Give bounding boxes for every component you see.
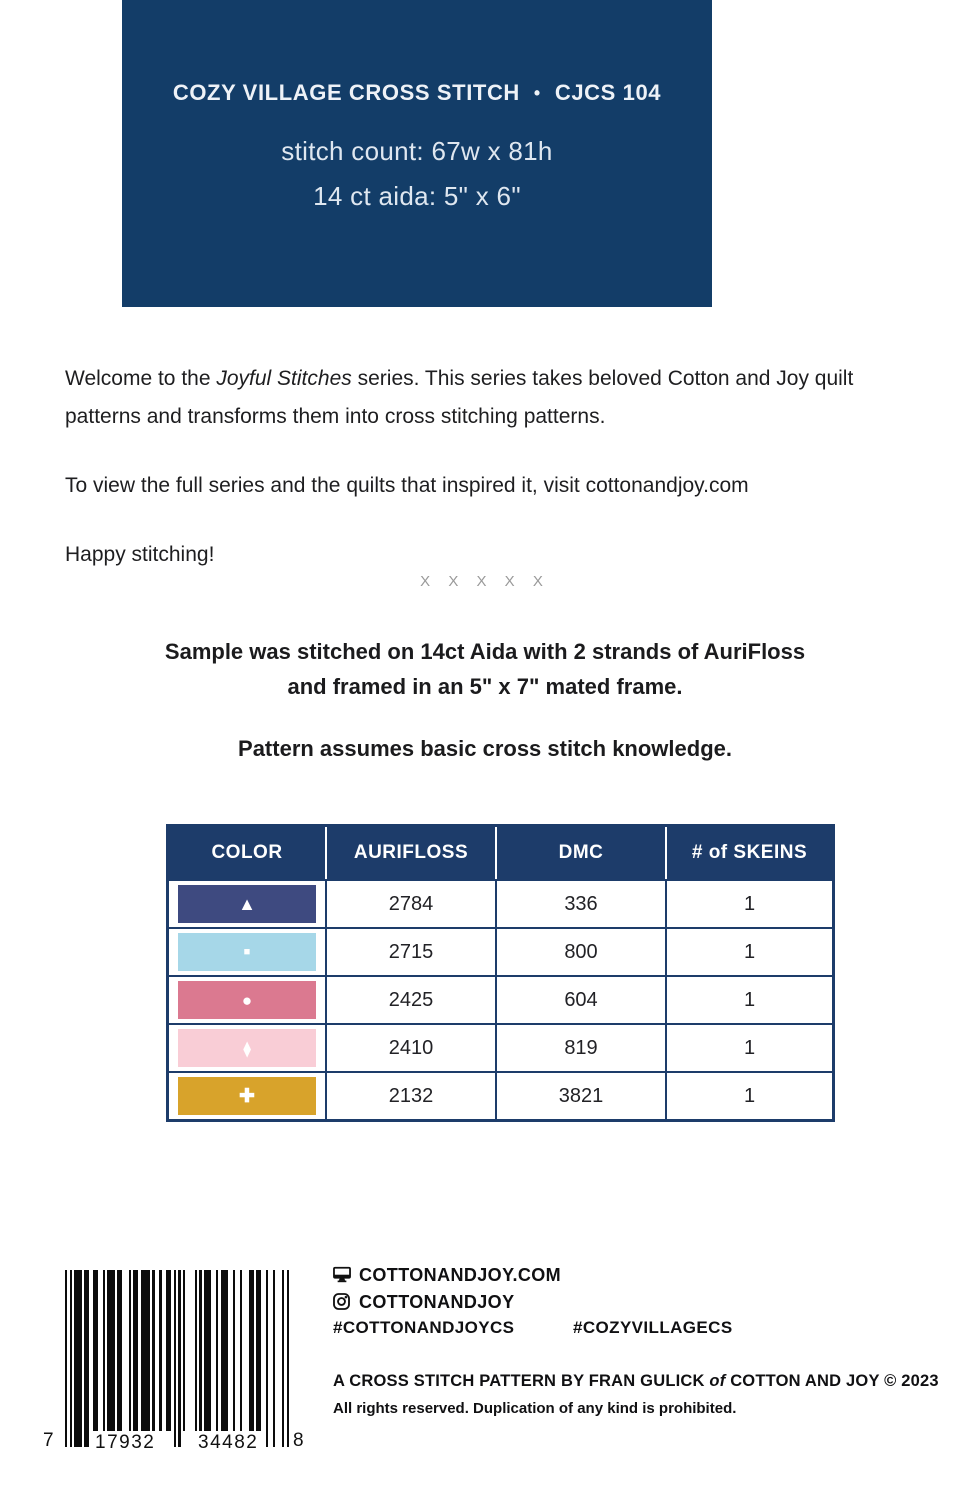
aurifloss-value-rose: 2425: [326, 976, 496, 1024]
pattern-title: COZY VILLAGE CROSS STITCH: [172, 80, 520, 105]
intro-paragraph-3: Happy stitching!: [65, 543, 215, 566]
sample-note-line1: Sample was stitched on 14ct Aida with 2 strands of AuriFloss: [164, 639, 806, 664]
barcode-last-digit: 8: [293, 1430, 306, 1451]
square-symbol-icon: ■: [243, 945, 251, 958]
color-cell-gold: [168, 1072, 327, 1121]
skeins-value-light-blue: 1: [666, 928, 834, 976]
monitor-icon: [333, 1266, 351, 1284]
color-cell-light-blue: [168, 928, 327, 976]
aida-size: 14 ct aida: 5" x 6": [313, 181, 521, 211]
floss-table-body: [168, 880, 834, 1121]
series-name: Joyful Stitches: [216, 367, 352, 390]
intro-text: [65, 360, 917, 574]
footer-info: [333, 1264, 939, 1417]
hashtag-cottonandjoycs: #COTTONANDJOYCS: [333, 1318, 515, 1337]
intro-paragraph-1: [65, 360, 917, 436]
instagram-icon: [333, 1293, 351, 1311]
hashtag-cozyvillagecs: #COZYVILLAGECS: [573, 1318, 733, 1337]
sample-note: [0, 634, 970, 766]
color-cell-rose: [168, 976, 327, 1024]
cross-stitch-divider: X X X X X: [420, 573, 550, 590]
cross-symbol-icon: ✚: [239, 1085, 255, 1107]
title-bullet: •: [533, 83, 541, 103]
swatch-rose: [178, 981, 316, 1019]
column-header-skeins: # of SKEINS: [666, 826, 834, 881]
diamond-symbol-icon: ◆: [243, 1036, 251, 1060]
column-header-dmc: DMC: [496, 826, 666, 881]
swatch-light-pink: [178, 1029, 316, 1067]
dmc-value-light-blue: 800: [496, 928, 666, 976]
credit-line: [333, 1372, 939, 1391]
hashtags-line: [333, 1318, 933, 1340]
rights-line: All rights reserved. Duplication of any kind is prohibited.: [333, 1400, 737, 1417]
column-header-aurifloss: AURIFLOSS: [326, 826, 496, 881]
skeins-value-light-pink: 1: [666, 1024, 834, 1072]
instagram-handle: COTTONANDJOY: [359, 1291, 515, 1312]
dmc-value-gold: 3821: [496, 1072, 666, 1121]
swatch-light-blue: [178, 933, 316, 971]
credit-suffix: COTTON AND JOY © 2023: [725, 1372, 939, 1390]
barcode-left-group: 17932: [95, 1432, 156, 1453]
swatch-gold: [178, 1077, 316, 1115]
floss-row-rose: [168, 976, 834, 1024]
credit-of: of: [709, 1372, 726, 1390]
floss-row-light-pink: [168, 1024, 834, 1072]
sample-note-line2: and framed in an 5" x 7" mated frame.: [287, 674, 683, 699]
skeins-value-rose: 1: [666, 976, 834, 1024]
header-card: [122, 0, 712, 307]
swatch-navy: [178, 885, 316, 923]
stitch-count: stitch count: 67w x 81h: [281, 136, 553, 166]
floss-row-gold: [168, 1072, 834, 1121]
website-line: [333, 1264, 933, 1286]
triangle-symbol-icon: ▲: [238, 894, 256, 914]
aurifloss-value-light-pink: 2410: [326, 1024, 496, 1072]
instagram-line: [333, 1291, 933, 1313]
barcode-bars: [65, 1270, 289, 1447]
upc-barcode: [40, 1268, 320, 1464]
intro-paragraph-2: To view the full series and the quilts that inspired it, visit cottonandjoy.com: [65, 474, 749, 497]
intro-p1-suffix: series. This series takes beloved Cotton and Joy quilt patterns and transforms them into cross stitching patterns.: [65, 367, 854, 428]
website-url: COTTONANDJOY.COM: [359, 1264, 562, 1285]
aurifloss-value-navy: 2784: [326, 880, 496, 928]
barcode-first-digit: 7: [43, 1430, 56, 1451]
pattern-code: CJCS 104: [554, 80, 662, 105]
column-header-color: COLOR: [168, 826, 327, 881]
credit-prefix: A CROSS STITCH PATTERN BY FRAN GULICK: [333, 1372, 710, 1390]
dmc-value-light-pink: 819: [496, 1024, 666, 1072]
floss-row-navy: [168, 880, 834, 928]
aurifloss-value-light-blue: 2715: [326, 928, 496, 976]
dmc-value-navy: 336: [496, 880, 666, 928]
pattern-title-line: [122, 80, 712, 106]
aurifloss-value-gold: 2132: [326, 1072, 496, 1121]
floss-table-header-row: [168, 826, 834, 881]
color-cell-light-pink: [168, 1024, 327, 1072]
color-cell-navy: [168, 880, 327, 928]
floss-table: [166, 824, 835, 1122]
intro-p1-prefix: Welcome to the: [65, 367, 217, 390]
barcode-right-group: 34482: [198, 1432, 259, 1453]
skeins-value-navy: 1: [666, 880, 834, 928]
circle-symbol-icon: ●: [241, 990, 253, 1010]
floss-row-light-blue: [168, 928, 834, 976]
knowledge-note: Pattern assumes basic cross stitch knowledge.: [238, 736, 732, 761]
dmc-value-rose: 604: [496, 976, 666, 1024]
skeins-value-gold: 1: [666, 1072, 834, 1121]
